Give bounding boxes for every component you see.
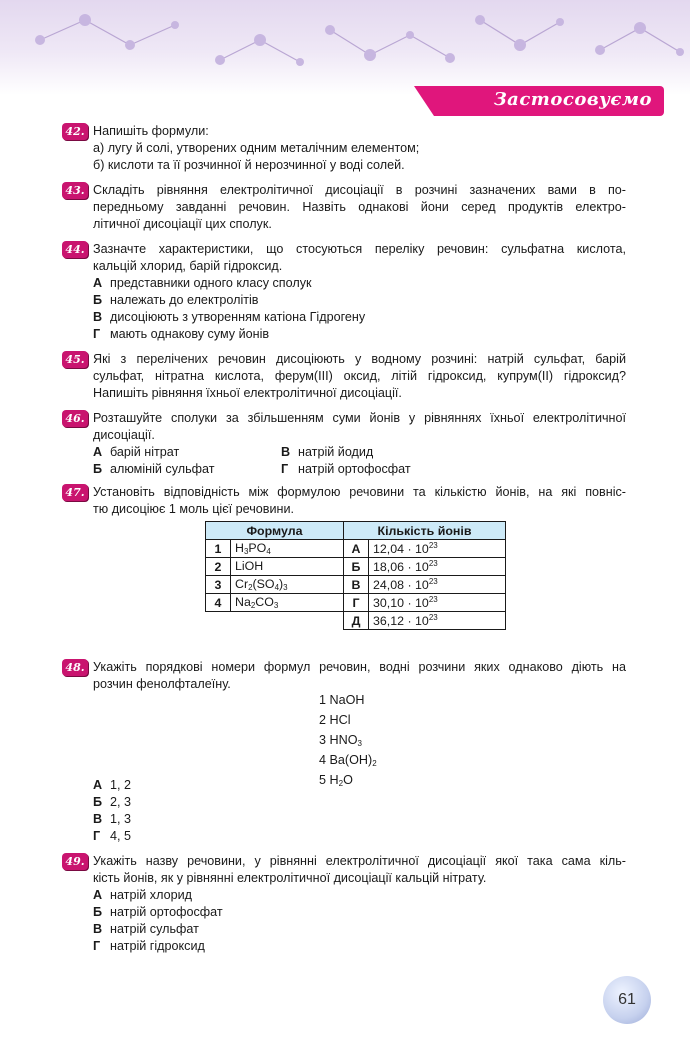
question-text: дисоціації. bbox=[93, 428, 155, 442]
table-row: 2 LiOH Б $18,06 \cdot 10^{23}$ bbox=[206, 558, 506, 576]
answer-option: Б алюміній сульфат bbox=[93, 462, 215, 476]
question-number: 45. bbox=[62, 351, 88, 368]
answer-option: Г мають однакову суму йонів bbox=[93, 327, 270, 341]
question-number: 43. bbox=[62, 182, 88, 199]
matching-table bbox=[205, 521, 506, 630]
question-number: 49. bbox=[62, 853, 88, 870]
formula-item: 1 NaOH bbox=[319, 693, 365, 707]
question-text: кість йонів, як у рівнянні електролітичної дисоціації кальцій нітрату. bbox=[93, 871, 487, 885]
value-cell: $30,10 \cdot 10^{23}$ bbox=[369, 594, 506, 612]
question-45 bbox=[62, 351, 626, 402]
question-text: передньому завданні речовин. Назвіть однакові йони серед продуктів електро- bbox=[93, 200, 626, 214]
question-number: 44. bbox=[62, 241, 88, 258]
question-text: а) лугу й солі, утворених одним металічним елементом; bbox=[93, 141, 420, 155]
molecule-decoration-icon bbox=[0, 0, 690, 95]
value-cell: $12,04 \cdot 10^{23}$ bbox=[369, 540, 506, 558]
answer-option: А представники одного класу сполук bbox=[93, 276, 312, 290]
answer-option: В дисоціюють з утворенням катіона Гідрогену bbox=[93, 310, 366, 324]
formula-item: 2 HCl bbox=[319, 713, 351, 727]
question-42 bbox=[62, 123, 626, 174]
question-number: 48. bbox=[62, 659, 88, 676]
answer-option: Г 4, 5 bbox=[93, 829, 132, 843]
table-row: 3 $Cr_2(SO_4)_3$ В $24,08 \cdot 10^{23}$ bbox=[206, 576, 506, 594]
answer-option: Г натрій гідроксид bbox=[93, 939, 205, 953]
table-row: 1 $H_3PO_4$ А $12,04 \cdot 10^{23}$ bbox=[206, 540, 506, 558]
table-row: 4 $Na_2CO_3$ Г $30,10 \cdot 10^{23}$ bbox=[206, 594, 506, 612]
question-text: Складіть рівняння електролітичної дисоціації в розчині зазначених вами в по- bbox=[93, 183, 626, 197]
question-number: 46. bbox=[62, 410, 88, 427]
question-43 bbox=[62, 182, 626, 233]
answer-option: В натрій йодид bbox=[281, 445, 374, 459]
formula-cell: $Cr_2(SO_4)_3$ bbox=[231, 576, 344, 594]
formula-item: 5 $H_2O$ bbox=[319, 773, 353, 788]
answer-option: Б належать до електролітів bbox=[93, 293, 259, 307]
question-text: Укажіть назву речовини, у рівнянні електролітичної дисоціації якої така сама кіль- bbox=[93, 854, 626, 868]
question-48-options bbox=[62, 777, 626, 845]
formula-item: 3 $HNO_3$ bbox=[319, 733, 362, 748]
question-text: Установіть відповідність між формулою речовини та кількістю йонів, на які повніс- bbox=[93, 485, 626, 499]
formula-cell: $Na_2CO_3$ bbox=[231, 594, 344, 612]
answer-option: Б натрій ортофосфат bbox=[93, 905, 223, 919]
value-cell: $36,12 \cdot 10^{23}$ bbox=[369, 612, 506, 630]
table-header: Формула bbox=[206, 522, 344, 540]
question-48 bbox=[62, 659, 626, 693]
answer-option: В натрій сульфат bbox=[93, 922, 199, 936]
question-49 bbox=[62, 853, 626, 955]
formula-cell: LiOH bbox=[231, 558, 344, 576]
question-text: Напишіть формули: bbox=[93, 124, 209, 138]
question-number: 47. bbox=[62, 484, 88, 501]
question-text: Напишіть рівняння їхньої електролітичної дисоціації. bbox=[93, 386, 402, 400]
section-title: Застосовуємо bbox=[493, 89, 652, 110]
page-number: 61 bbox=[603, 976, 651, 1024]
question-text: б) кислоти та її розчинної й нерозчинної у воді солей. bbox=[93, 158, 405, 172]
question-text: тю дисоціює 1 моль цієї речовини. bbox=[93, 502, 295, 516]
question-47 bbox=[62, 484, 626, 518]
header-decoration bbox=[0, 0, 690, 95]
question-text: літичної дисоціації цих сполук. bbox=[93, 217, 272, 231]
table-row: Д $36,12 \cdot 10^{23}$ bbox=[206, 612, 506, 630]
value-cell: $24,08 \cdot 10^{23}$ bbox=[369, 576, 506, 594]
formula-item: 4 $Ba(OH)_2$ bbox=[319, 753, 377, 768]
answer-option: В 1, 3 bbox=[93, 812, 132, 826]
question-text: Укажіть порядкові номери формул речовин, водні розчини яких однаково діють на bbox=[93, 660, 626, 674]
question-text: Розташуйте сполуки за збільшенням суми йонів у рівняннях їхньої електролітичної bbox=[93, 411, 626, 425]
answer-option: А 1, 2 bbox=[93, 778, 132, 792]
question-number: 42. bbox=[62, 123, 88, 140]
question-text: кальцій хлорид, барій гідроксид. bbox=[93, 259, 283, 273]
question-text: Зазначте характеристики, що стосуються переліку речовин: сульфатна кислота, bbox=[93, 242, 626, 256]
question-44 bbox=[62, 241, 626, 343]
answer-option: А натрій хлорид bbox=[93, 888, 192, 902]
answer-option: Б 2, 3 bbox=[93, 795, 132, 809]
answer-option: Г натрій ортофосфат bbox=[281, 462, 411, 476]
question-text: сульфат, нітратна кислота, ферум(ІІІ) оксид, літій гідроксид, купрум(ІІ) гідроксид? bbox=[93, 369, 626, 383]
question-text: розчин фенолфталеїну. bbox=[93, 677, 231, 691]
answer-option: А барій нітрат bbox=[93, 445, 180, 459]
question-46 bbox=[62, 410, 626, 478]
question-text: Які з перелічених речовин дисоціюють у водному розчині: натрій сульфат, барій bbox=[93, 352, 626, 366]
value-cell: $18,06 \cdot 10^{23}$ bbox=[369, 558, 506, 576]
table-header: Кількість йонів bbox=[344, 522, 506, 540]
formula-cell: $H_3PO_4$ bbox=[231, 540, 344, 558]
